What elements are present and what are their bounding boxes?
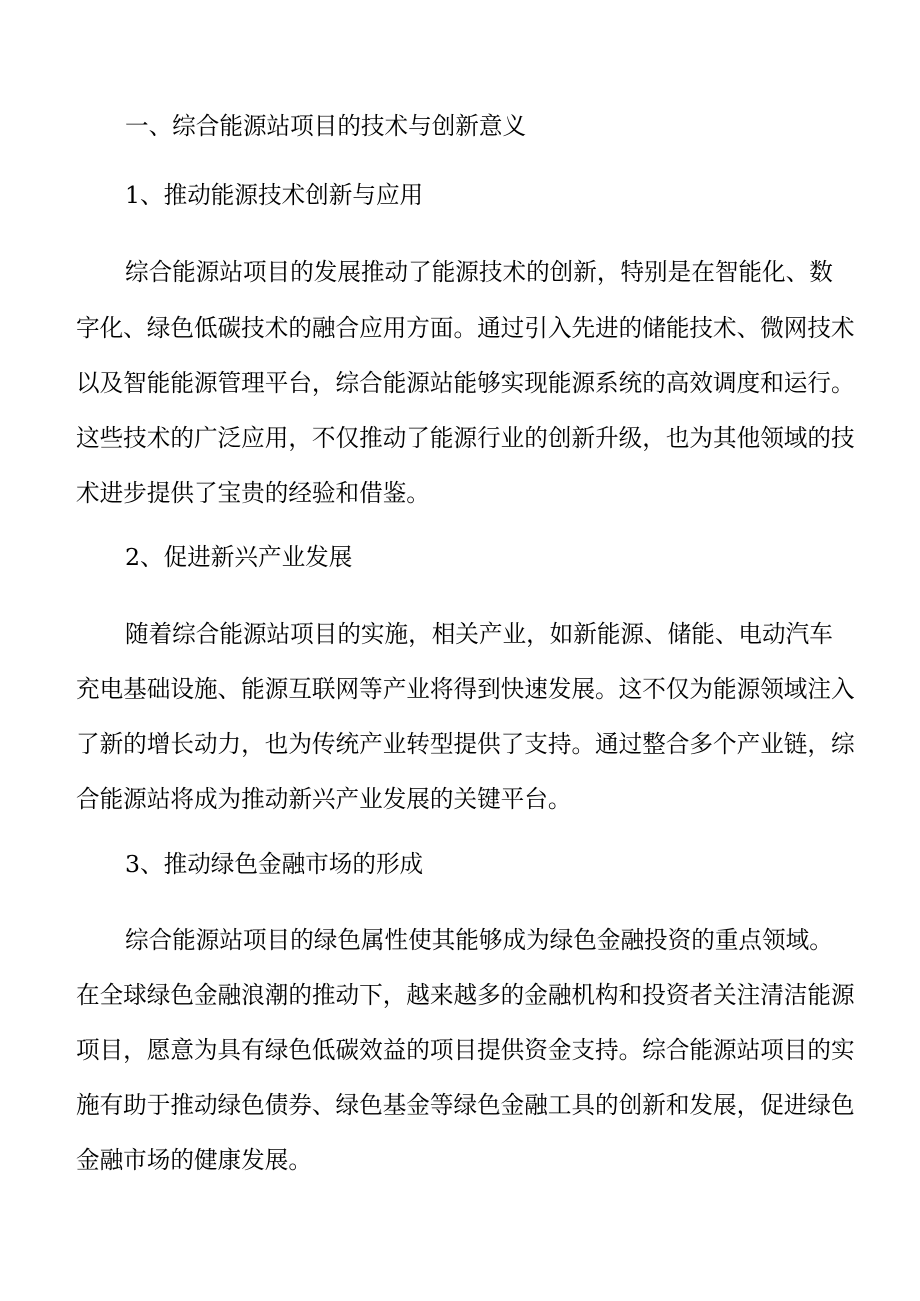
section-1-paragraph-line: 字化、绿色低碳技术的融合应用方面。通过引入先进的储能技术、微网技术 (76, 314, 855, 342)
section-3-paragraph-line: 项目，愿意为具有绿色低碳效益的项目提供资金支持。综合能源站项目的实 (76, 1036, 855, 1064)
section-2-title: 2、促进新兴产业发展 (125, 543, 353, 571)
section-1-title: 1、推动能源技术创新与应用 (125, 181, 424, 209)
section-1-paragraph-line: 以及智能能源管理平台，综合能源站能够实现能源系统的高效调度和运行。 (76, 369, 855, 397)
section-2-paragraph-line: 合能源站将成为推动新兴产业发展的关键平台。 (76, 785, 572, 813)
main-heading: 一、综合能源站项目的技术与创新意义 (125, 112, 527, 140)
section-3-paragraph-line: 在全球绿色金融浪潮的推动下，越来越多的金融机构和投资者关注清洁能源 (76, 981, 855, 1009)
section-3-paragraph-line: 施有助于推动绿色债券、绿色基金等绿色金融工具的创新和发展，促进绿色 (76, 1091, 855, 1119)
section-3-title: 3、推动绿色金融市场的形成 (125, 850, 424, 878)
section-2-paragraph-line: 充电基础设施、能源互联网等产业将得到快速发展。这不仅为能源领域注入 (76, 675, 855, 703)
section-2-paragraph-line: 随着综合能源站项目的实施，相关产业，如新能源、储能、电动汽车 (125, 620, 833, 648)
section-1-paragraph-line: 综合能源站项目的发展推动了能源技术的创新，特别是在智能化、数 (125, 258, 833, 286)
section-1-paragraph-line: 术进步提供了宝贵的经验和借鉴。 (76, 479, 430, 507)
section-3-paragraph-line: 金融市场的健康发展。 (76, 1146, 312, 1174)
section-3-paragraph-line: 综合能源站项目的绿色属性使其能够成为绿色金融投资的重点领域。 (125, 926, 833, 954)
section-2-paragraph-line: 了新的增长动力，也为传统产业转型提供了支持。通过整合多个产业链，综 (76, 730, 855, 758)
section-1-paragraph-line: 这些技术的广泛应用，不仅推动了能源行业的创新升级，也为其他领域的技 (76, 424, 855, 452)
